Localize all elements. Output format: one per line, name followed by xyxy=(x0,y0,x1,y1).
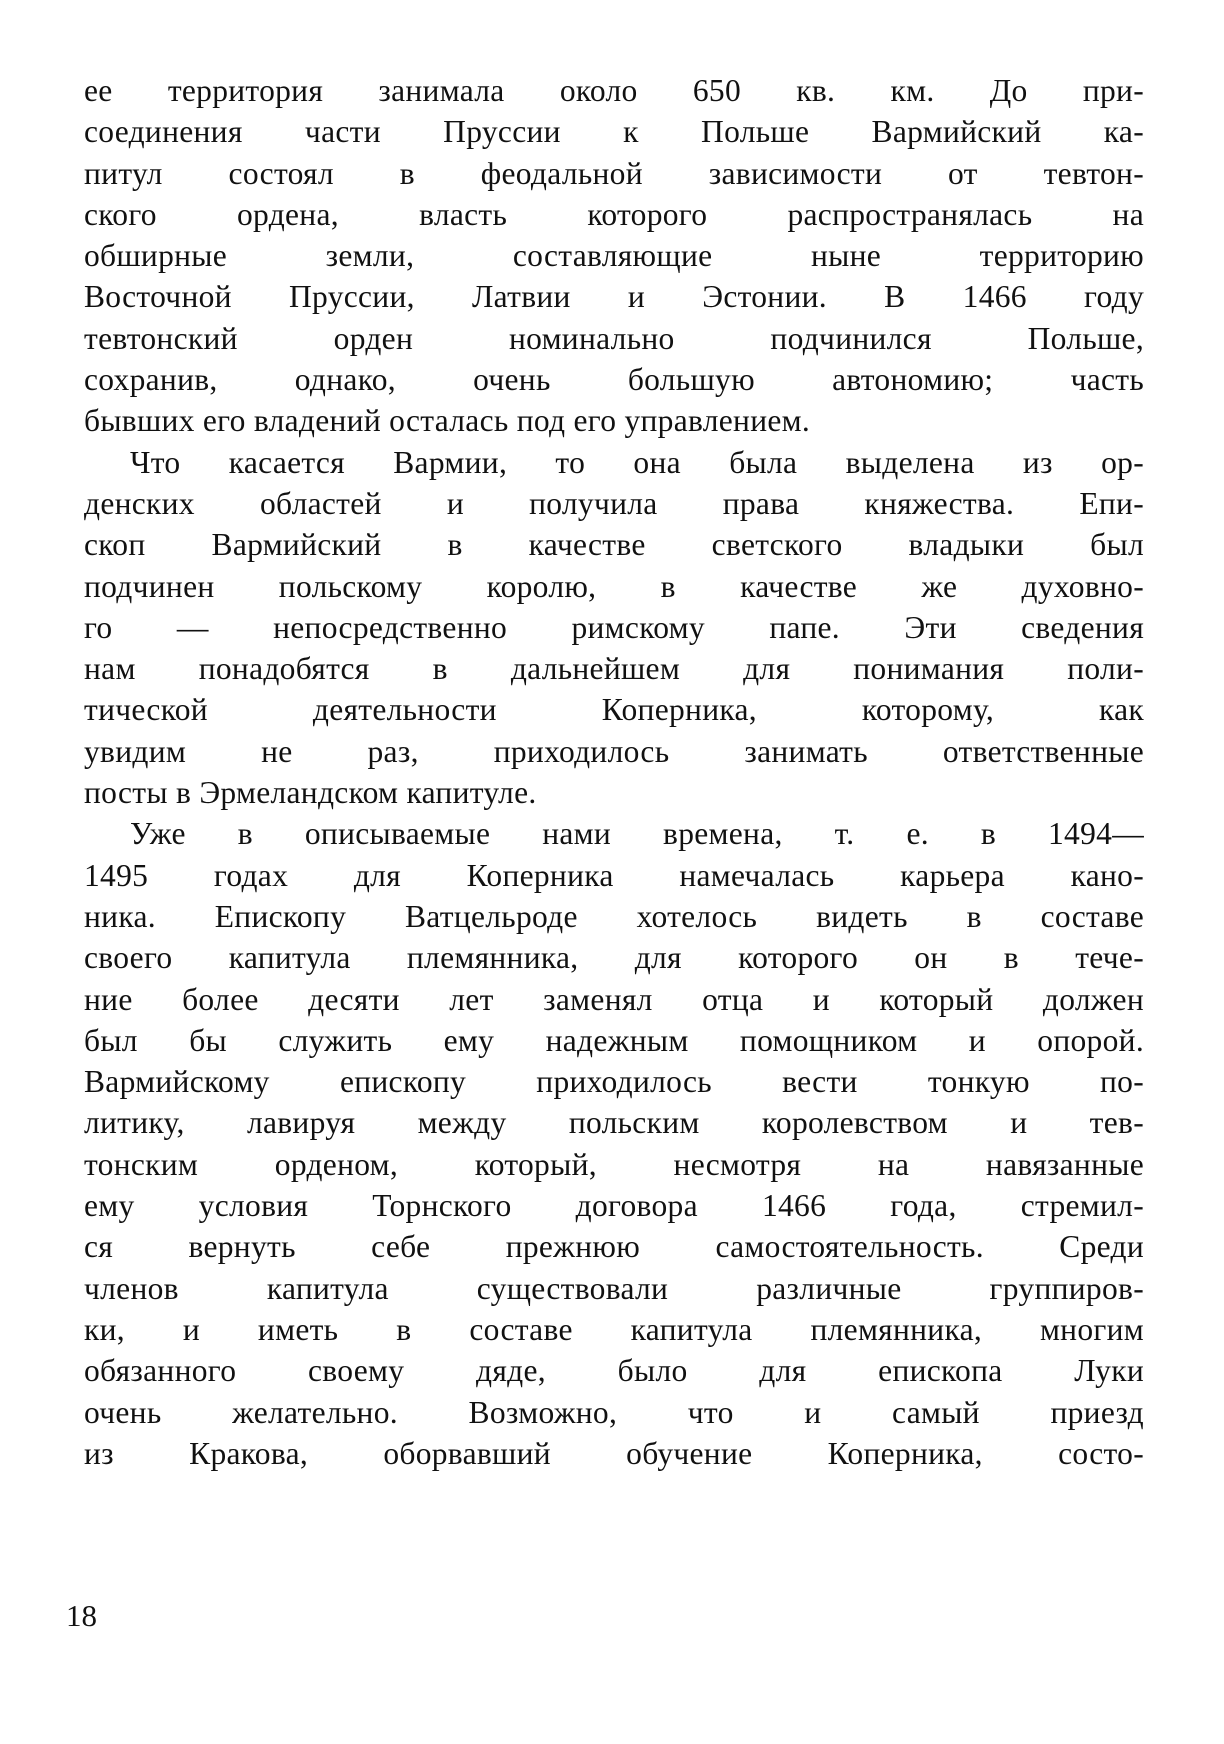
paragraph xyxy=(84,442,1144,814)
text-line: Восточной Пруссии, Латвии и Эстонии. В 1466 году xyxy=(84,279,1144,315)
text-line: Что касается Вармии, то она была выделена из ор- xyxy=(130,444,1144,480)
text-line: ся вернуть себе прежнюю самостоятельность. Среди xyxy=(84,1229,1144,1265)
page-number: 18 xyxy=(66,1598,97,1633)
text-line: тической деятельности Коперника, которому, как xyxy=(84,692,1144,728)
text-line: Вармийскому епископу приходилось вести тонкую по- xyxy=(84,1064,1144,1100)
text-line: нам понадобятся в дальнейшем для понимания поли- xyxy=(84,651,1144,687)
text-line: подчинен польскому королю, в качестве же духовно- xyxy=(84,568,1144,604)
text-line: питул состоял в феодальной зависимости от тевтон- xyxy=(84,155,1144,191)
text-line: ника. Епископу Ватцельроде хотелось видеть в составе xyxy=(84,898,1144,934)
paragraph xyxy=(84,813,1144,1474)
text-line: очень желательно. Возможно, что и самый приезд xyxy=(84,1394,1144,1430)
text-line: скоп Вармийский в качестве светского владыки был xyxy=(84,527,1144,563)
text-line: тонским орденом, который, несмотря на навязанные xyxy=(84,1146,1144,1182)
text-line: го — непосредственно римскому папе. Эти сведения xyxy=(84,609,1144,645)
text-line: сохранив, однако, очень большую автономию; часть xyxy=(84,362,1144,398)
text-line: членов капитула существовали различные группиров- xyxy=(84,1270,1144,1306)
body-text xyxy=(84,70,1144,1474)
text-line: денских областей и получила права княжества. Епи- xyxy=(84,485,1144,521)
text-line: ние более десяти лет заменял отца и который должен xyxy=(84,981,1144,1017)
text-line: 1495 годах для Коперника намечалась карьера кано- xyxy=(84,857,1144,893)
text-line: литику, лавируя между польским королевством и тев- xyxy=(84,1105,1144,1141)
text-line: соединения части Пруссии к Польше Вармийский ка- xyxy=(84,114,1144,150)
text-line: обязанного своему дяде, было для епископа Луки xyxy=(84,1353,1144,1389)
text-line: своего капитула племянника, для которого он в тече- xyxy=(84,940,1144,976)
text-line: ее территория занимала около 650 кв. км. До при- xyxy=(84,73,1144,108)
text-line: из Кракова, оборвавший обучение Коперника, состо- xyxy=(84,1435,1144,1471)
text-line: был бы служить ему надежным помощником и опорой. xyxy=(84,1022,1144,1058)
paragraph xyxy=(84,70,1144,442)
text-line: тевтонский орден номинально подчинился Польше, xyxy=(84,320,1144,356)
text-line: ского ордена, власть которого распространялась на xyxy=(84,196,1144,232)
text-line: Уже в описываемые нами времена, т. е. в 1494— xyxy=(130,816,1144,852)
text-line: ки, и иметь в составе капитула племянника, многим xyxy=(84,1311,1144,1347)
text-line: увидим не раз, приходилось занимать ответственные xyxy=(84,733,1144,769)
text-line: посты в Эрмеландском капитуле. xyxy=(84,775,537,811)
text-line: обширные земли, составляющие ныне территорию xyxy=(84,238,1144,274)
text-line: бывших его владений осталась под его управлением. xyxy=(84,403,811,439)
text-line: ему условия Торнского договора 1466 года, стремил- xyxy=(84,1188,1144,1224)
